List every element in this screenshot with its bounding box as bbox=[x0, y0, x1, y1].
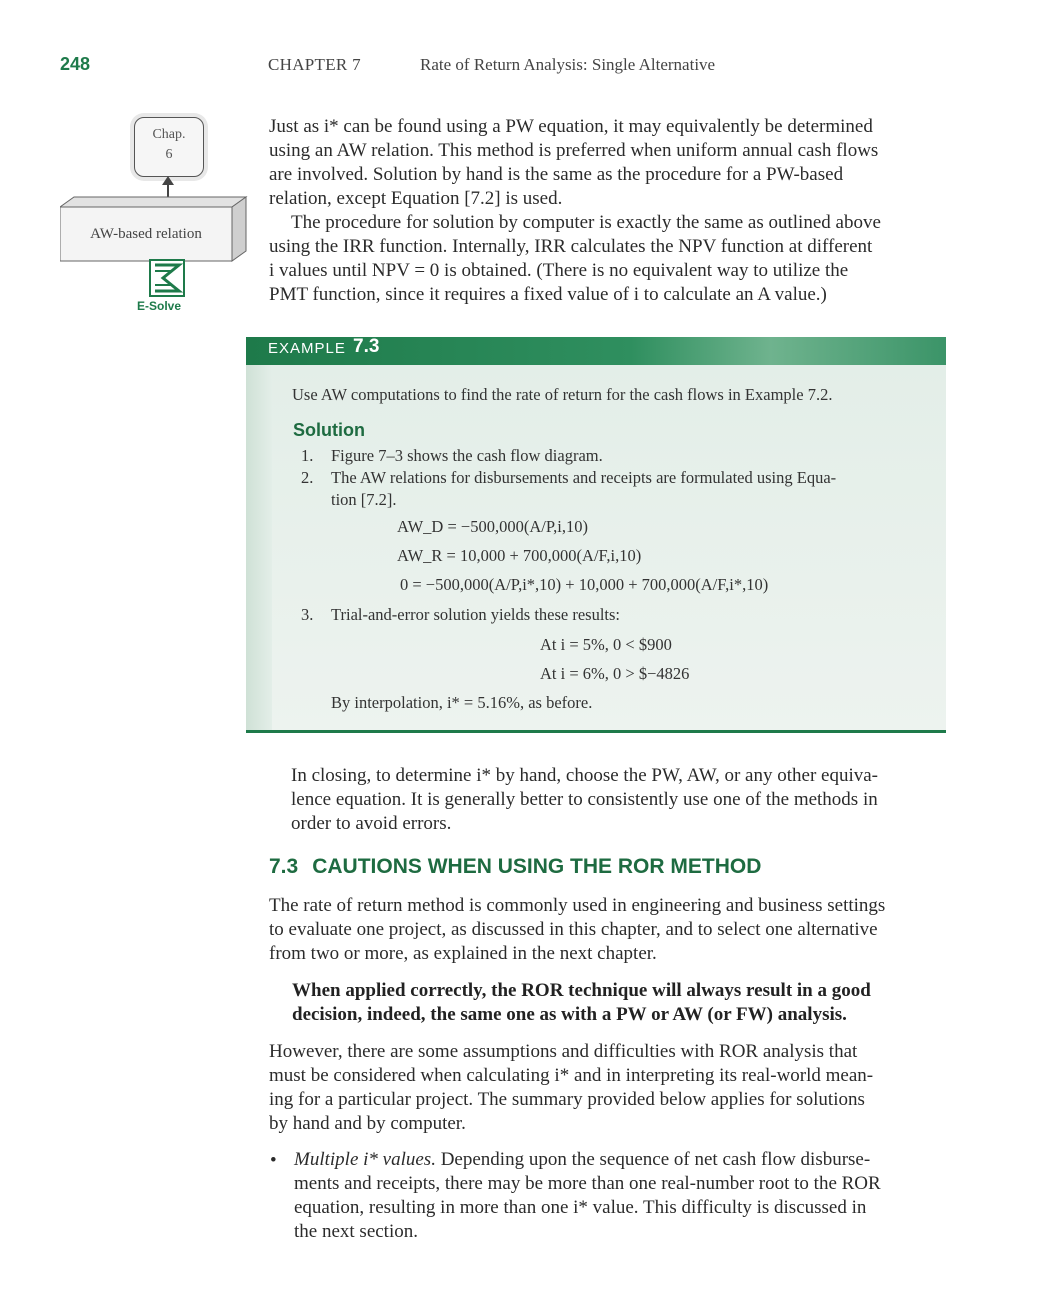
text-line bbox=[294, 1148, 944, 1172]
step-text: tion [7.2]. bbox=[331, 490, 397, 509]
chapter-title: Rate of Return Analysis: Single Alternative bbox=[420, 55, 716, 74]
section-number: 7.3 bbox=[269, 855, 299, 878]
solution-heading: Solution bbox=[293, 420, 365, 440]
text-line: The procedure for solution by computer is exactly the same as outlined above bbox=[291, 212, 881, 233]
text-line: using an AW relation. This method is preferred when uniform annual cash flows bbox=[269, 140, 879, 161]
text-line: Just as i* can be found using a PW equation, it may equivalently be determined bbox=[269, 116, 873, 137]
text-line: order to avoid errors. bbox=[291, 813, 452, 834]
chapter-label: CHAPTER 7 bbox=[268, 55, 361, 74]
closing-paragraph bbox=[291, 764, 944, 836]
e-solve-label: E-Solve bbox=[137, 299, 182, 313]
callout-statement bbox=[292, 979, 944, 1027]
example-bottom-rule bbox=[246, 730, 946, 733]
step-text: The AW relations for disbursements and receipts are formulated using Equa- bbox=[331, 468, 837, 487]
example-side-strip bbox=[246, 365, 272, 730]
e-solve-icon bbox=[149, 259, 185, 302]
text-line: However, there are some assumptions and difficulties with ROR analysis that bbox=[269, 1041, 858, 1062]
text-line: must be considered when calculating i* and in interpreting its real-world mean- bbox=[269, 1065, 874, 1086]
text-line: PMT function, since it requires a fixed value of i to calculate an A value.) bbox=[269, 284, 827, 305]
text-line: decision, indeed, the same one as with a PW or AW (or FW) analysis. bbox=[292, 1004, 847, 1025]
chapter-reference-box bbox=[134, 117, 204, 177]
text-line: equation, resulting in more than one i* value. This difficulty is discussed in bbox=[294, 1197, 867, 1218]
text-line: by hand and by computer. bbox=[269, 1113, 466, 1134]
text-line: from two or more, as explained in the next chapter. bbox=[269, 943, 657, 964]
text-line: are involved. Solution by hand is the same as the procedure for a PW-based bbox=[269, 164, 844, 185]
text-line: ments and receipts, there may be more than one real-number root to the ROR bbox=[294, 1173, 881, 1194]
equation: AW_R = 10,000 + 700,000(A/F,i,10) bbox=[397, 546, 642, 565]
equation: 0 = −500,000(A/P,i*,10) + 10,000 + 700,000(A/F,i*,10) bbox=[400, 575, 769, 594]
example-number: 7.3 bbox=[353, 336, 380, 357]
bullet-icon: • bbox=[270, 1150, 277, 1171]
step-text: Figure 7–3 shows the cash flow diagram. bbox=[331, 446, 603, 465]
trial-result: At i = 5%, 0 < $900 bbox=[540, 635, 672, 654]
bullet-item bbox=[294, 1148, 944, 1244]
text-line: using the IRR function. Internally, IRR calculates the NPV function at different bbox=[269, 236, 873, 257]
bullet-text: Depending upon the sequence of net cash flow disburse- bbox=[440, 1149, 871, 1170]
step-text: Trial-and-error solution yields these results: bbox=[331, 605, 621, 624]
however-paragraph bbox=[269, 1040, 944, 1136]
step-number: 2. bbox=[301, 468, 314, 487]
section-intro bbox=[269, 894, 944, 966]
text-line: relation, except Equation [7.2] is used. bbox=[269, 188, 563, 209]
text-line: the next section. bbox=[294, 1221, 418, 1242]
step-number: 1. bbox=[301, 446, 314, 465]
bullet-title: Multiple i* values. bbox=[294, 1149, 436, 1170]
text-line: i values until NPV = 0 is obtained. (There is no equivalent way to utilize the bbox=[269, 260, 849, 281]
section-heading bbox=[269, 855, 775, 879]
relation-box-label: AW-based relation bbox=[90, 226, 202, 242]
section-title: CAUTIONS WHEN USING THE ROR METHOD bbox=[312, 855, 762, 878]
step-number: 3. bbox=[301, 605, 314, 624]
text-line: lence equation. It is generally better to consistently use one of the methods in bbox=[291, 789, 878, 810]
equation: AW_D = −500,000(A/P,i,10) bbox=[397, 517, 588, 536]
page-number: 248 bbox=[60, 54, 91, 74]
example-label: EXAMPLE bbox=[268, 340, 346, 357]
text-line: ing for a particular project. The summary provided below applies for solutions bbox=[269, 1089, 865, 1110]
text-line: In closing, to determine i* by hand, choose the PW, AW, or any other equiva- bbox=[291, 765, 879, 786]
text-line: When applied correctly, the ROR technique will always result in a good bbox=[292, 980, 871, 1001]
trial-result: At i = 6%, 0 > $−4826 bbox=[540, 664, 690, 683]
interpolation-result: By interpolation, i* = 5.16%, as before. bbox=[331, 693, 593, 712]
chap-box-line2: 6 bbox=[165, 147, 173, 162]
intro-paragraphs bbox=[269, 115, 944, 307]
example-question: Use AW computations to find the rate of return for the cash flows in Example 7.2. bbox=[292, 385, 833, 404]
example-header-band bbox=[246, 337, 946, 365]
text-line: The rate of return method is commonly used in engineering and business settings bbox=[269, 895, 886, 916]
text-line: to evaluate one project, as discussed in this chapter, and to select one alternative bbox=[269, 919, 878, 940]
chap-box-line1: Chap. bbox=[152, 127, 186, 142]
